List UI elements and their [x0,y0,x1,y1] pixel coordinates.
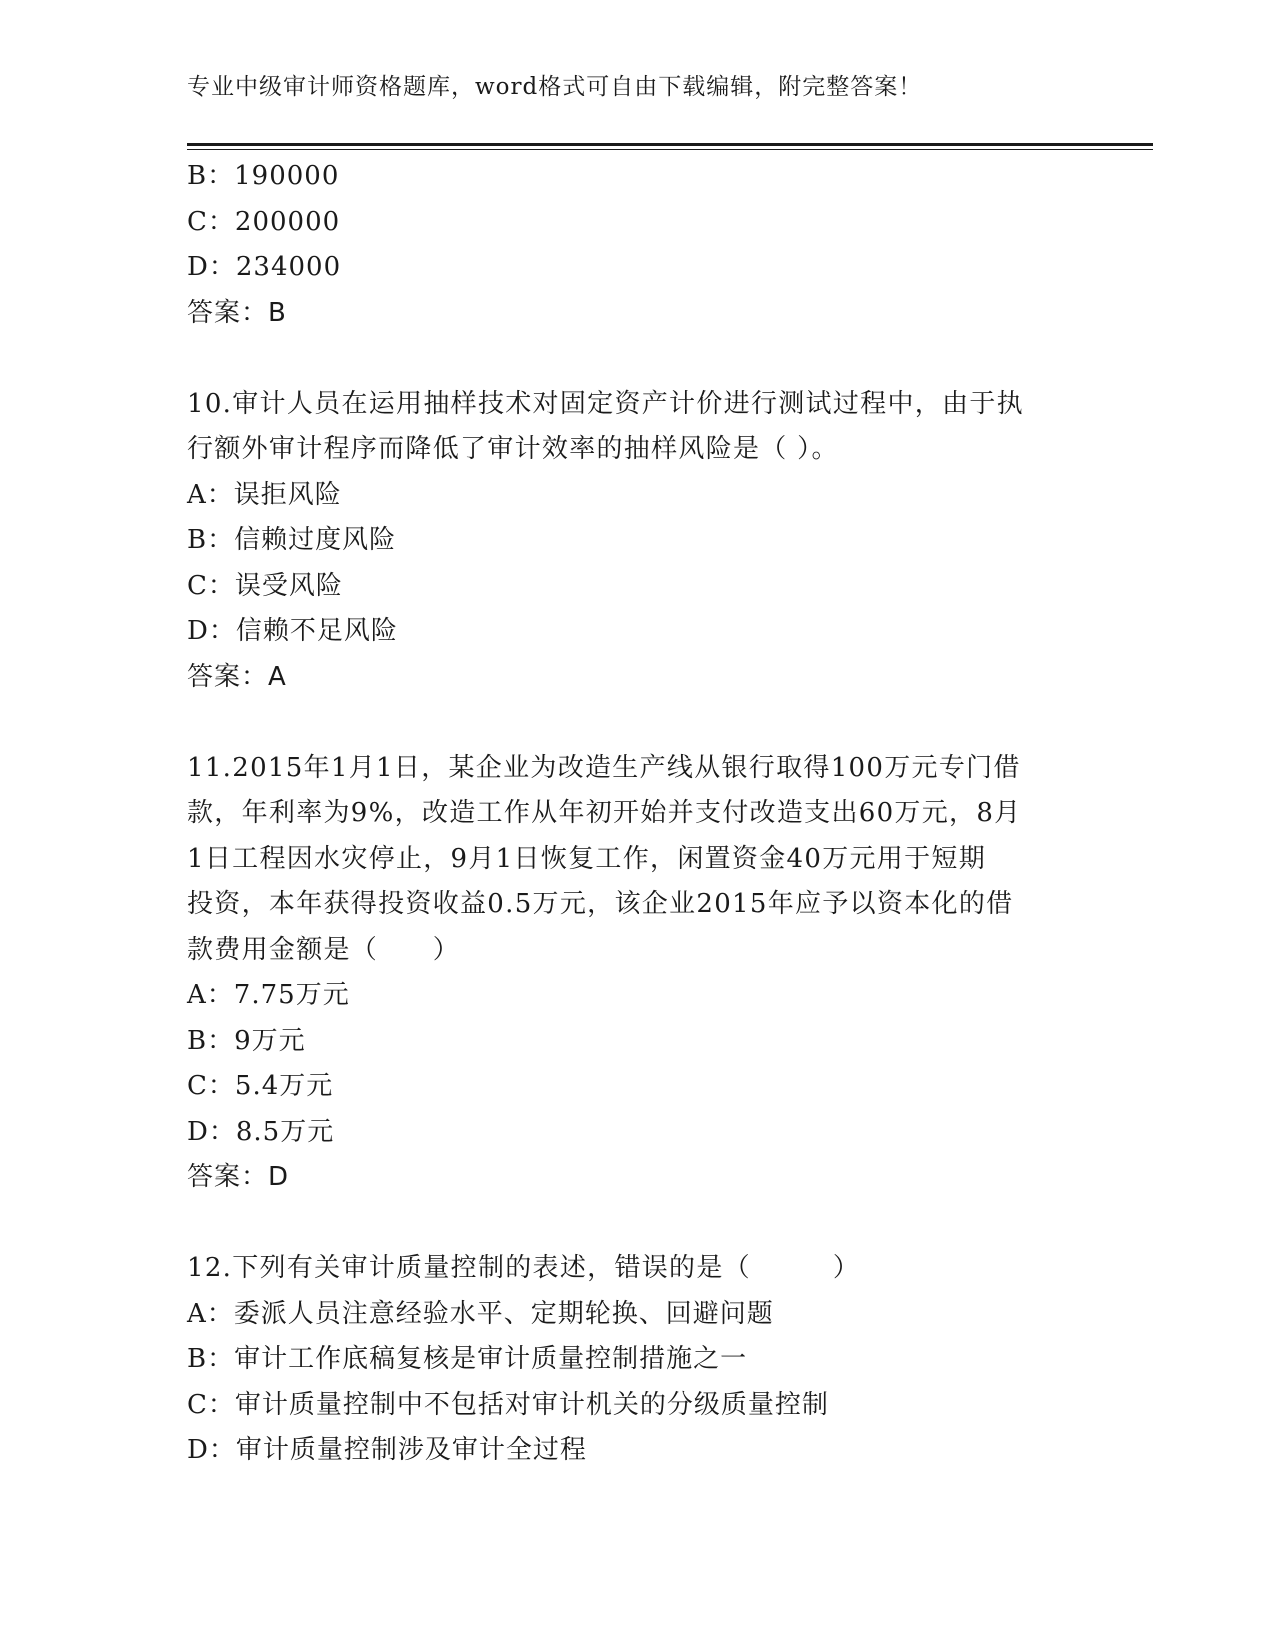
answer-line: 答案：B [187,297,287,328]
question-fragment [187,154,1087,336]
option-b: B：9万元 [187,1025,306,1056]
option-d: D：8.5万元 [187,1116,335,1147]
page-header: 专业中级审计师资格题库，word格式可自由下载编辑，附完整答案！ [187,74,923,100]
question-text: 12.下列有关审计质量控制的表述，错误的是（ ） [187,1253,861,1283]
question-12 [187,1246,1087,1474]
option-c: C：误受风险 [187,570,343,601]
option-d: D：信赖不足风险 [187,616,398,646]
option-a: A：7.75万元 [187,980,350,1010]
question-text: 10.审计人员在运用抽样技术对固定资产计价进行测试过程中，由于执 行额外审计程序而降低了审计效率的抽样风险是（ ）。 [187,388,1024,464]
answer-line: 答案：D [187,1162,290,1192]
option-d: D：审计质量控制涉及审计全过程 [187,1435,587,1465]
option-d: D：234000 [187,252,342,282]
question-10 [187,382,1087,701]
question-text: 11.2015年1月1日，某企业为改造生产线从银行取得100万元专门借 款，年利率为9%，改造工作从年初开始并支付改造支出60万元，8月 1日工程因水灾停止，9月1日恢复工作，闲置资金40万元用于短期 投资，本年获得投资收益0.5万元，该企业2015年应予以资本化的借 款费用金额是（ ） [187,752,1022,965]
question-11 [187,746,1087,1201]
option-b: B：审计工作底稿复核是审计质量控制措施之一 [187,1344,748,1374]
header-rule-thin [187,149,1153,150]
option-b: B：信赖过度风险 [187,525,397,555]
option-c: C：5.4万元 [187,1071,334,1101]
option-c: C：200000 [187,206,341,237]
option-a: A：委派人员注意经验水平、定期轮换、回避问题 [187,1298,774,1329]
option-c: C：审计质量控制中不包括对审计机关的分级质量控制 [187,1389,829,1420]
option-b: B：190000 [187,161,340,191]
answer-line: 答案：A [187,661,287,692]
document-body [187,154,1087,1474]
option-a: A：误拒风险 [187,479,342,510]
header-rule-thick [187,143,1153,146]
